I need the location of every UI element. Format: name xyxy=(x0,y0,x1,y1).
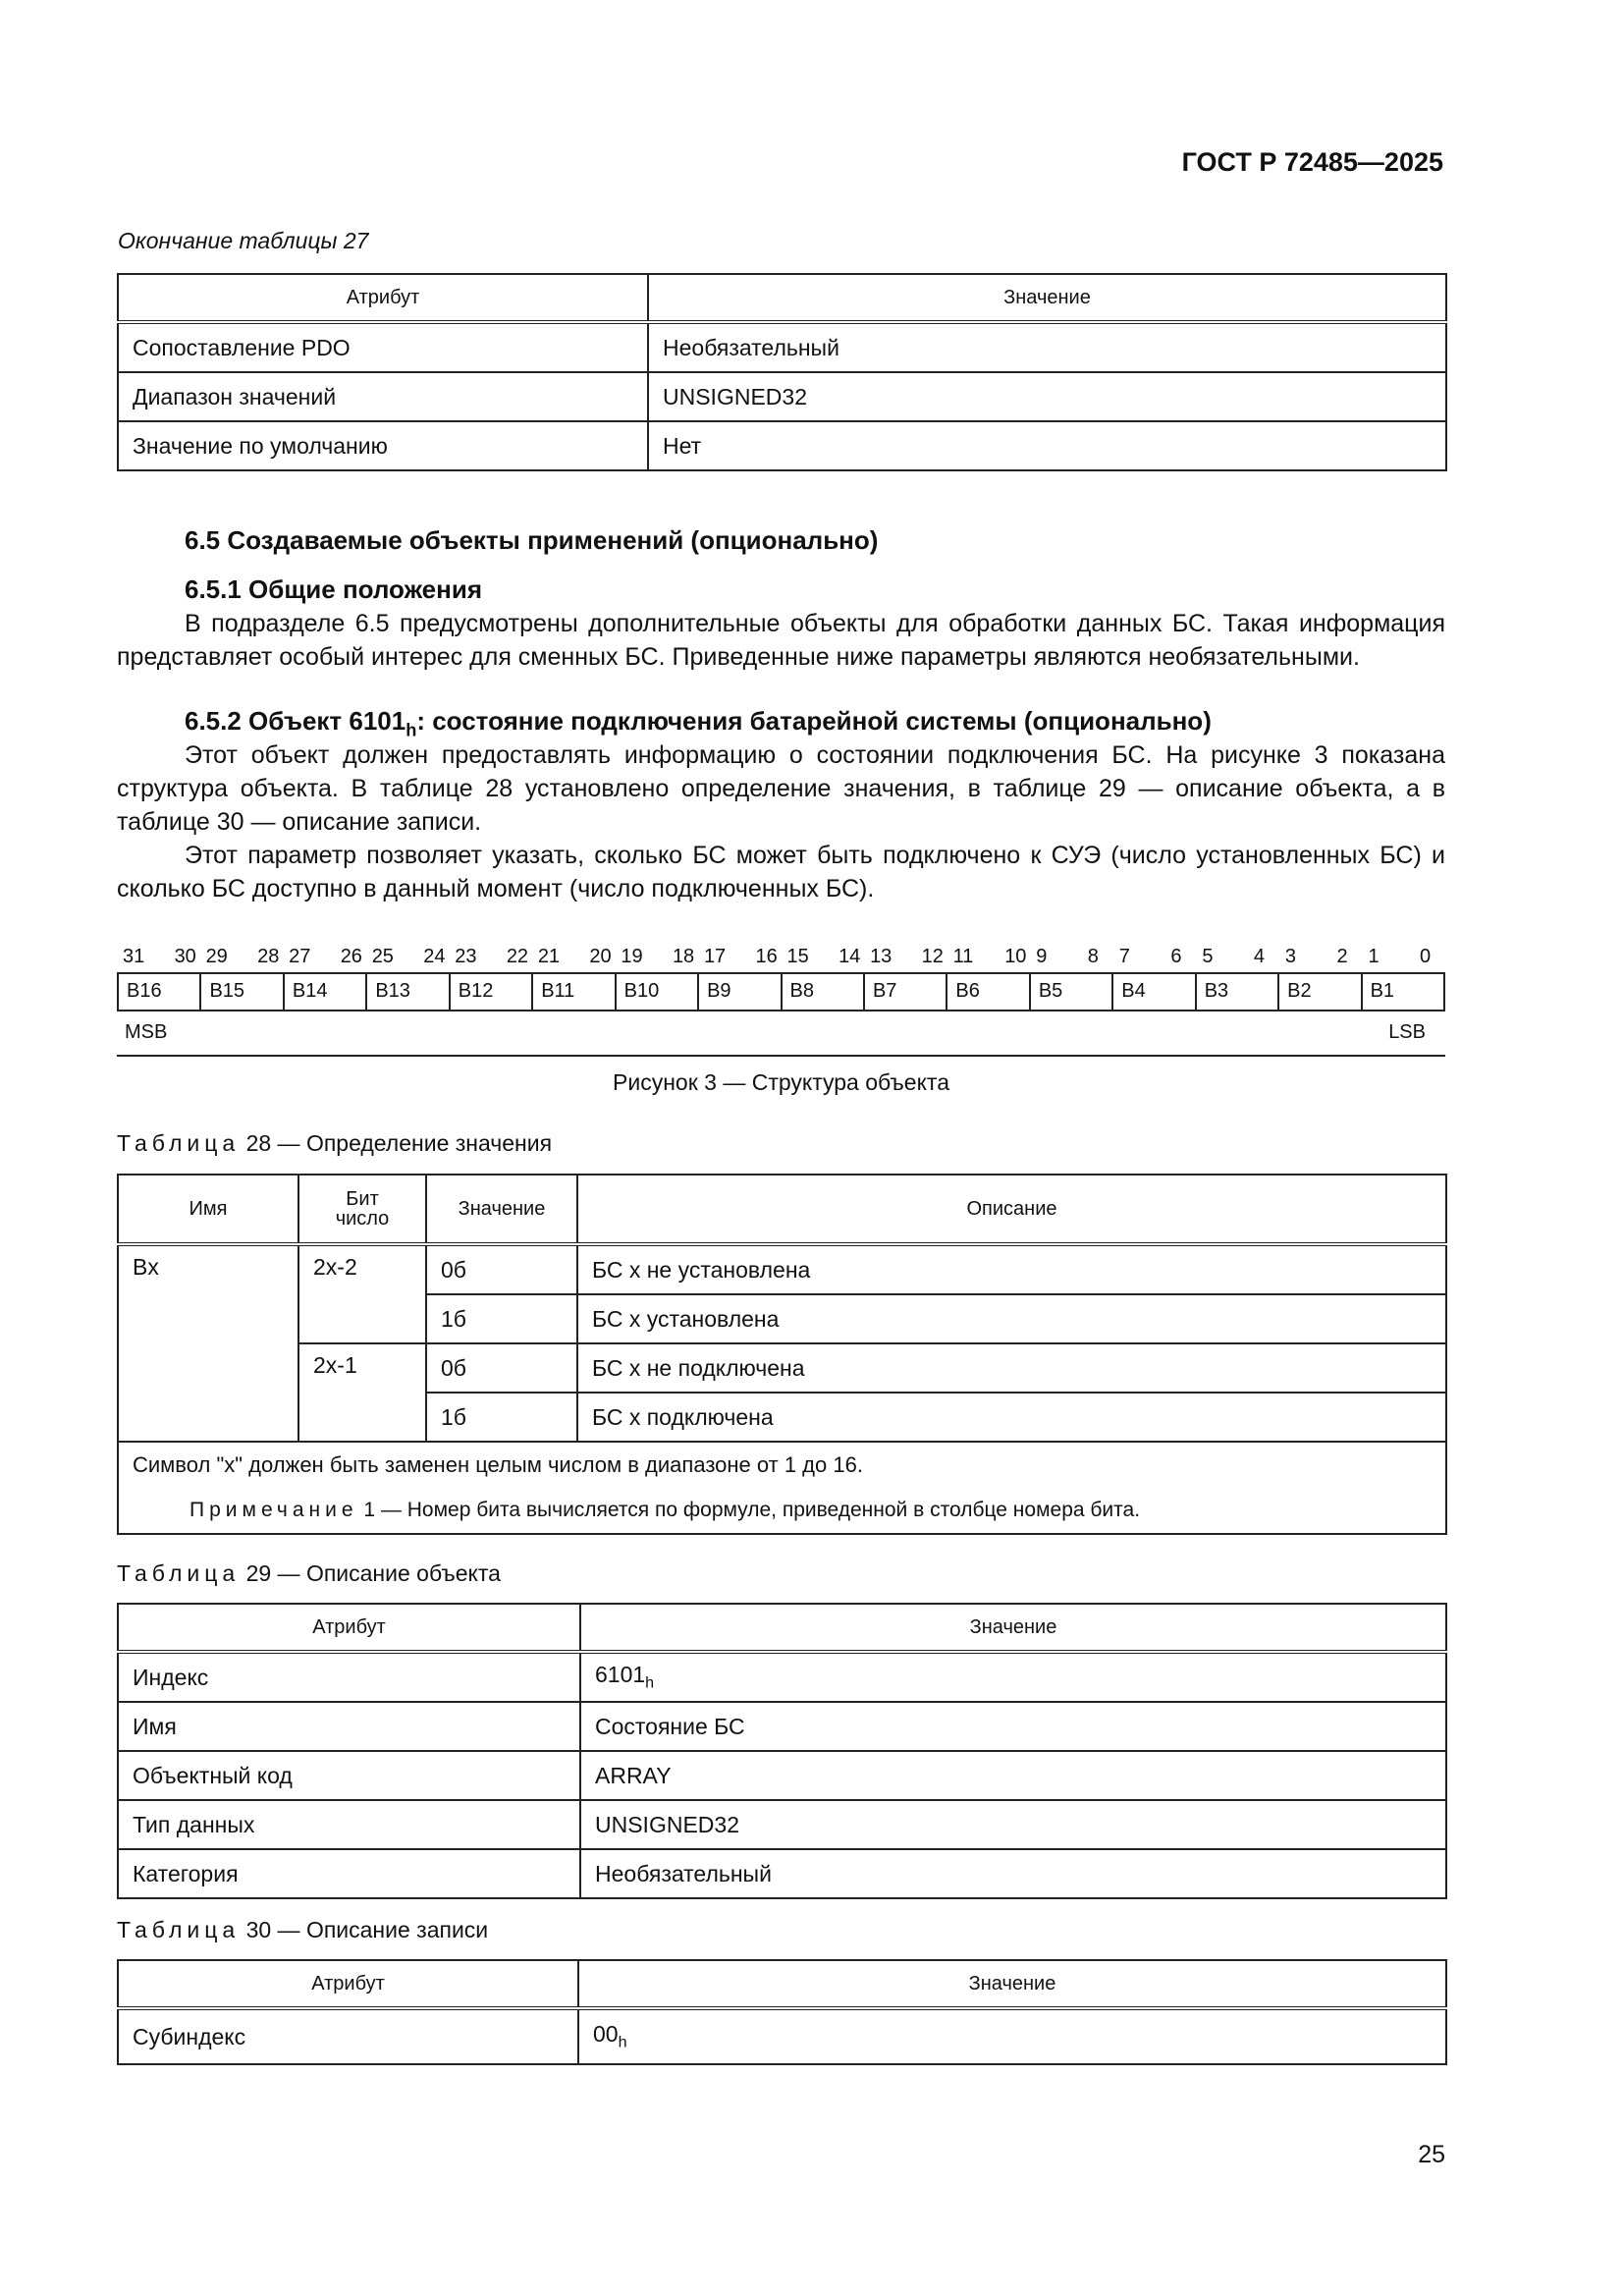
bit-field-cell: B3 xyxy=(1195,974,1277,1010)
section-6-5-2-title xyxy=(185,706,1212,740)
bit-number: 29 xyxy=(205,946,228,967)
note-text: 1 — Номер бита вычисляется по формуле, приведенной в столбце номера бита. xyxy=(357,1499,1141,1521)
bit-number: 20 xyxy=(589,946,612,967)
bit-number: 11 xyxy=(952,946,974,967)
bit-number: 2 xyxy=(1336,946,1348,967)
table30-header-attr: Атрибут xyxy=(118,1960,578,2008)
bit-field-cell: B4 xyxy=(1111,974,1194,1010)
table30-header-value: Значение xyxy=(578,1960,1446,2008)
msb-label: MSB xyxy=(125,1021,168,1043)
table-29 xyxy=(117,1603,1447,1899)
table28-header-value: Значение xyxy=(426,1175,577,1244)
hex-subscript: h xyxy=(618,2033,627,2051)
bit-structure-row xyxy=(117,972,1445,1011)
bit-field-cell: B6 xyxy=(946,974,1028,1010)
table28-value-cell: 1б xyxy=(426,1294,577,1343)
bit-number: 16 xyxy=(755,946,778,967)
table-row xyxy=(118,1244,1446,1294)
table-row xyxy=(118,2008,1446,2064)
table27-cell: Сопоставление PDO xyxy=(118,322,648,372)
table28-header-description: Описание xyxy=(577,1175,1446,1244)
bit-number: 31 xyxy=(123,946,145,967)
bit-field-cell: B5 xyxy=(1029,974,1111,1010)
table29-header-value: Значение xyxy=(580,1604,1446,1652)
table28-value-cell: 1б xyxy=(426,1393,577,1442)
title-part: : состояние подключения батарейной системы (опционально) xyxy=(416,706,1212,736)
header-line: число xyxy=(335,1208,390,1230)
table-row xyxy=(118,1652,1446,1702)
table-row xyxy=(118,1800,1446,1849)
figure3-caption: Рисунок 3 — Структура объекта xyxy=(613,1069,949,1095)
bit-number: 9 xyxy=(1036,946,1048,967)
bit-number: 10 xyxy=(1004,946,1027,967)
table29-cell: Необязательный xyxy=(580,1849,1446,1898)
bit-number: 12 xyxy=(921,946,944,967)
table-row xyxy=(118,1702,1446,1751)
table29-cell: UNSIGNED32 xyxy=(580,1800,1446,1849)
table29-cell: Тип данных xyxy=(118,1800,580,1849)
bit-number: 30 xyxy=(174,946,196,967)
caption-word: Таблица xyxy=(117,1560,241,1586)
caption-rest: 29 — Описание объекта xyxy=(240,1560,501,1586)
bit-field-cell: B7 xyxy=(863,974,946,1010)
table30-cell: Субиндекс xyxy=(118,2008,578,2064)
bit-field-cell: B10 xyxy=(615,974,697,1010)
table-row xyxy=(118,1849,1446,1898)
note-word: Примечание xyxy=(189,1499,358,1521)
bit-number-row xyxy=(117,946,1445,971)
table29-cell: Индекс xyxy=(118,1652,580,1702)
bit-field-cell: B2 xyxy=(1277,974,1360,1010)
table28-value-cell: 0б xyxy=(426,1343,577,1393)
table28-note xyxy=(118,1488,1446,1534)
section-6-5-title: 6.5 Создаваемые объекты применений (опционально) xyxy=(185,525,879,555)
bit-field-cell: B8 xyxy=(781,974,863,1010)
cell-value: 00 xyxy=(593,2021,619,2048)
table28-bit-cell: 2x-1 xyxy=(298,1343,426,1442)
table29-caption xyxy=(117,1560,501,1587)
header-line: Бит xyxy=(346,1188,379,1210)
bit-field-cell: B11 xyxy=(531,974,614,1010)
table-row xyxy=(118,1343,1446,1393)
table29-cell: Состояние БС xyxy=(580,1702,1446,1751)
table27-header-value: Значение xyxy=(648,274,1446,322)
bit-field-cell: B1 xyxy=(1361,974,1443,1010)
lsb-label: LSB xyxy=(1388,1021,1426,1043)
bit-number: 6 xyxy=(1170,946,1182,967)
table-27 xyxy=(117,273,1447,471)
table28-bit-cell: 2x-2 xyxy=(298,1244,426,1343)
caption-rest: 30 — Описание записи xyxy=(240,1917,489,1942)
document-id: ГОСТ Р 72485—2025 xyxy=(1181,147,1443,177)
bit-field-cell: B14 xyxy=(283,974,365,1010)
bit-number: 17 xyxy=(703,946,727,967)
caption-word: Таблица xyxy=(117,1130,241,1156)
table27-cell: UNSIGNED32 xyxy=(648,372,1446,421)
bit-number: 19 xyxy=(621,946,643,967)
hex-subscript: h xyxy=(406,720,417,740)
bit-number: 1 xyxy=(1368,946,1380,967)
table27-caption: Окончание таблицы 27 xyxy=(118,228,369,253)
table28-desc-cell: БС x подключена xyxy=(577,1393,1446,1442)
table27-header-attr: Атрибут xyxy=(118,274,648,322)
bit-number: 3 xyxy=(1284,946,1296,967)
table28-desc-cell: БС x не установлена xyxy=(577,1244,1446,1294)
bit-number: 18 xyxy=(672,946,695,967)
bit-number: 23 xyxy=(455,946,477,967)
table30-cell xyxy=(578,2008,1446,2064)
table29-cell: ARRAY xyxy=(580,1751,1446,1800)
table-row xyxy=(118,421,1446,470)
bit-number: 4 xyxy=(1253,946,1265,967)
bit-number: 13 xyxy=(870,946,893,967)
bit-number: 8 xyxy=(1087,946,1099,967)
table27-cell: Значение по умолчанию xyxy=(118,421,648,470)
table28-value-cell: 0б xyxy=(426,1244,577,1294)
bit-number: 22 xyxy=(506,946,529,967)
section-6-5-1-text: В подразделе 6.5 предусмотрены дополнительные объекты для обработки данных БС. Такая информация представляет особый интерес для сменных БС. Приведенные ниже параметры являются необязательными. xyxy=(117,610,1445,671)
table-row xyxy=(118,322,1446,372)
table28-header-name: Имя xyxy=(118,1175,298,1244)
bit-field-cell: B9 xyxy=(697,974,780,1010)
table28-name-cell: Bx xyxy=(118,1244,298,1442)
table28-desc-cell: БС x не подключена xyxy=(577,1343,1446,1393)
section-6-5-1-title: 6.5.1 Общие положения xyxy=(185,574,482,604)
bit-number: 5 xyxy=(1202,946,1214,967)
bit-field-cell: B15 xyxy=(199,974,282,1010)
table-row xyxy=(118,372,1446,421)
bit-number: 15 xyxy=(786,946,809,967)
table29-header-attr: Атрибут xyxy=(118,1604,580,1652)
bit-field-cell: B16 xyxy=(127,980,162,1002)
bit-number: 7 xyxy=(1118,946,1130,967)
table28-caption xyxy=(117,1130,552,1157)
figure-divider xyxy=(117,1055,1445,1057)
table29-cell: Имя xyxy=(118,1702,580,1751)
table29-cell: Объектный код xyxy=(118,1751,580,1800)
table29-cell xyxy=(580,1652,1446,1702)
caption-rest: 28 — Определение значения xyxy=(240,1130,553,1156)
cell-value: 6101 xyxy=(595,1662,646,1688)
table28-footnote: Символ "x" должен быть заменен целым числом в диапазоне от 1 до 16. xyxy=(118,1442,1446,1488)
page-number: 25 xyxy=(1418,2141,1445,2168)
table-row xyxy=(118,1442,1446,1488)
table-28 xyxy=(117,1174,1447,1535)
table27-cell: Диапазон значений xyxy=(118,372,648,421)
bit-number: 25 xyxy=(371,946,394,967)
section-6-5-2-para1: Этот объект должен предоставлять информацию о состоянии подключения БС. На рисунке 3 показана структура объекта. В таблице 28 установлено определение значения, в таблице 29 — описание объекта, а в таблице 30 — описание записи. xyxy=(117,741,1445,836)
table-30 xyxy=(117,1959,1447,2065)
table27-cell: Необязательный xyxy=(648,322,1446,372)
table-row xyxy=(118,1751,1446,1800)
table28-desc-cell: БС x установлена xyxy=(577,1294,1446,1343)
section-6-5-2-para2: Этот параметр позволяет указать, сколько БС может быть подключено к СУЭ (число установленных БС) и сколько БС доступно в данный момент (число подключенных БС). xyxy=(117,842,1445,902)
table27-cell: Нет xyxy=(648,421,1446,470)
table-row xyxy=(118,1488,1446,1534)
bit-field-cell: B13 xyxy=(365,974,448,1010)
title-part: 6.5.2 Объект 6101 xyxy=(185,706,406,736)
table28-header-bit xyxy=(298,1175,426,1244)
table29-cell: Категория xyxy=(118,1849,580,1898)
bit-number: 26 xyxy=(340,946,362,967)
bit-number: 28 xyxy=(257,946,280,967)
hex-subscript: h xyxy=(645,1673,655,1692)
bit-number: 21 xyxy=(537,946,561,967)
bit-number: 0 xyxy=(1420,946,1432,967)
caption-word: Таблица xyxy=(117,1917,241,1942)
bit-number: 14 xyxy=(839,946,861,967)
bit-field-cell: B12 xyxy=(449,974,531,1010)
bit-number: 24 xyxy=(423,946,446,967)
table30-caption xyxy=(117,1917,488,1943)
bit-number: 27 xyxy=(289,946,311,967)
